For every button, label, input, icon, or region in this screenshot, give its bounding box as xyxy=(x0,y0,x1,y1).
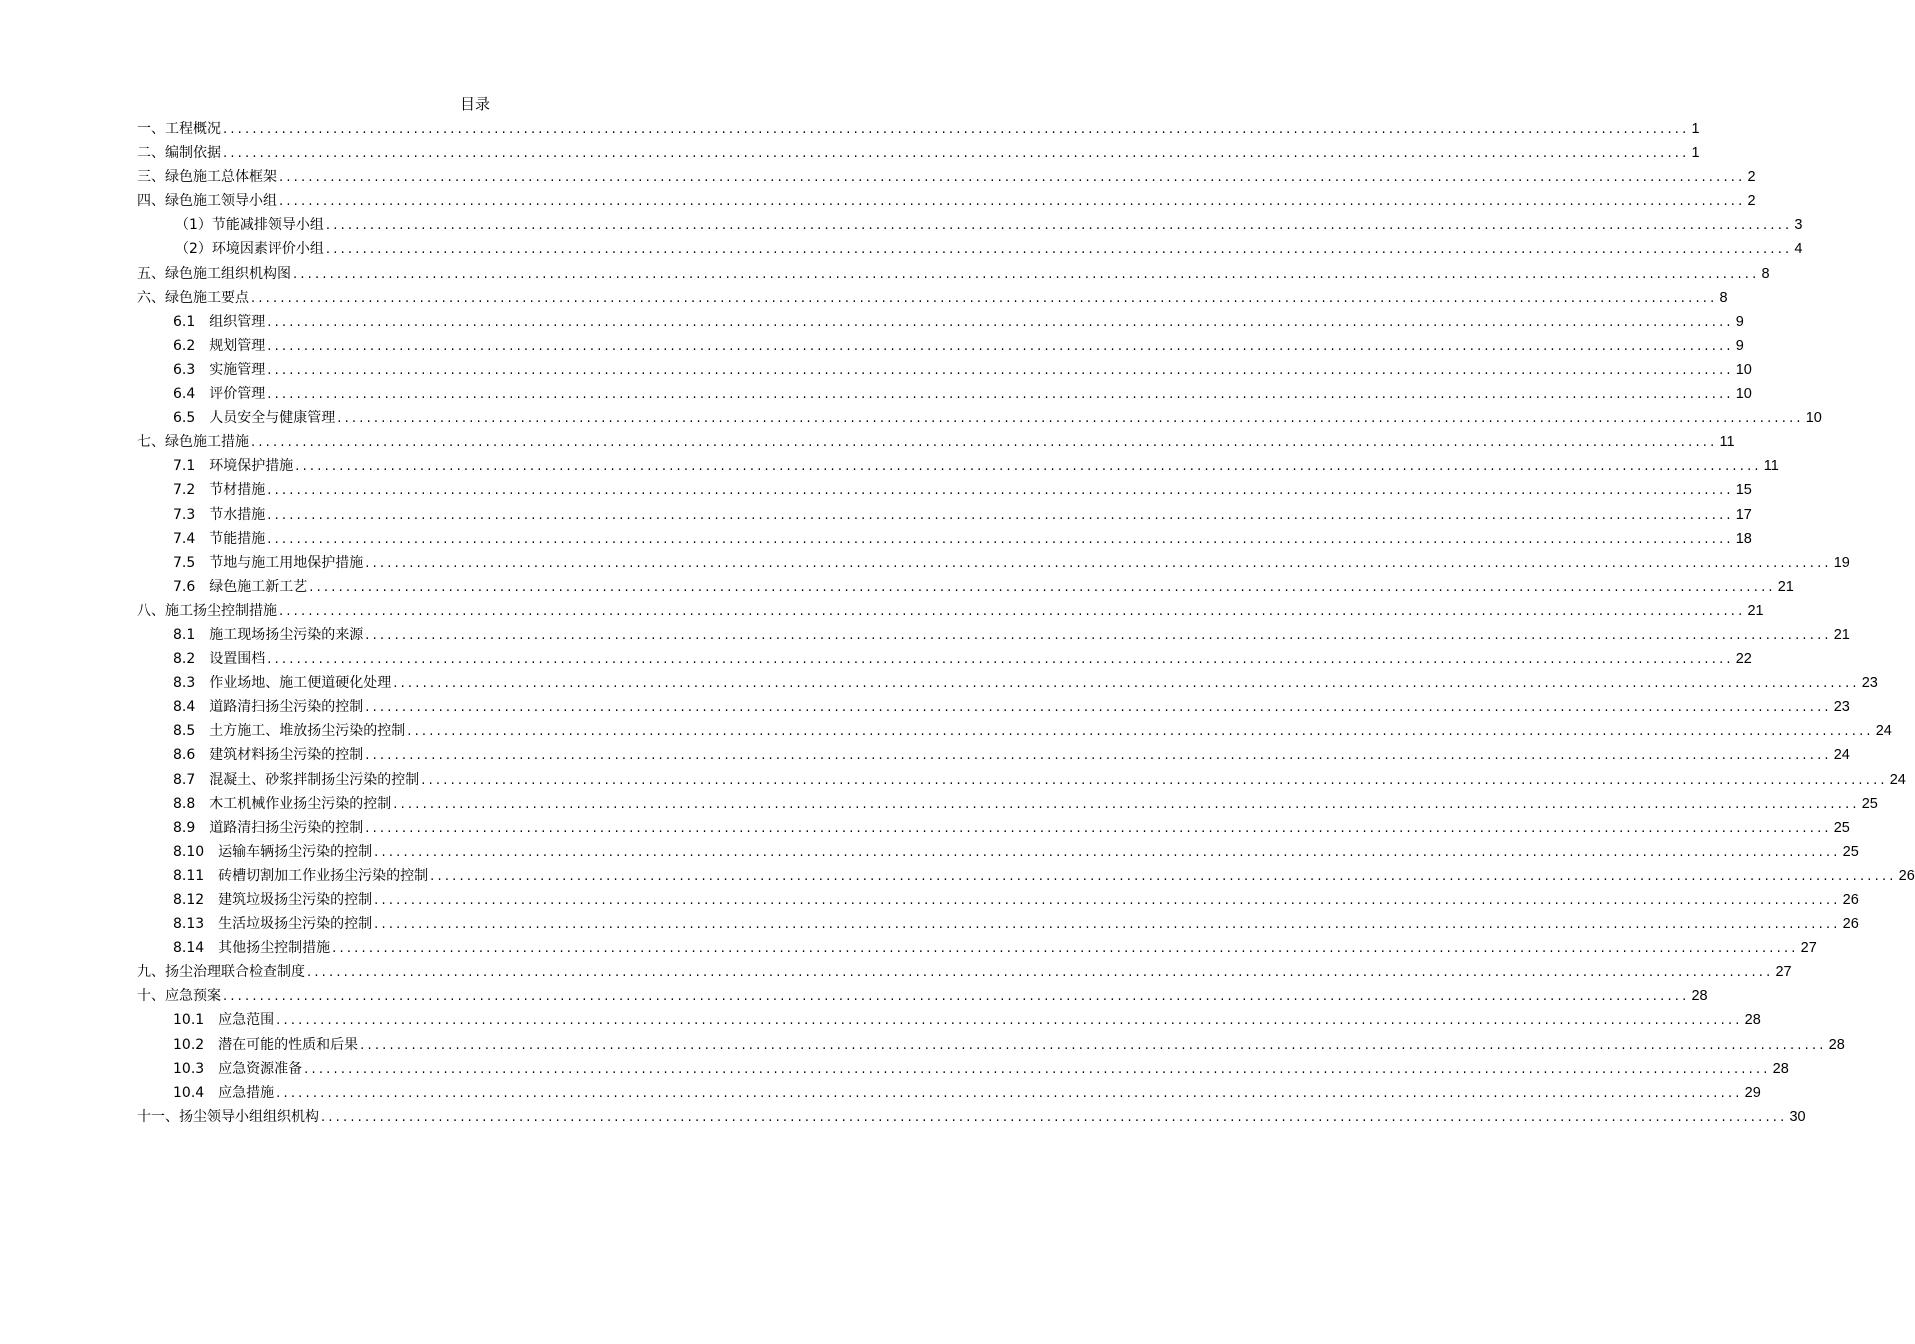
toc-entry[interactable] xyxy=(137,478,1752,502)
toc-entry-page-number: 21 xyxy=(1747,602,1764,619)
toc-entry-label: 一、工程概况 xyxy=(137,121,221,137)
toc-entry-page-number: 24 xyxy=(1875,723,1892,740)
toc-entry[interactable] xyxy=(137,695,1850,719)
toc-entry-label: 6.3 实施管理 xyxy=(173,361,266,378)
toc-entry[interactable] xyxy=(137,623,1850,647)
toc-entry-label: 10.2 潜在可能的性质和后果 xyxy=(173,1036,359,1053)
toc-entry-page-number: 24 xyxy=(1889,771,1906,788)
toc-entry-label: 十一、扬尘领导小组组织机构 xyxy=(137,1108,319,1125)
toc-entry-label: 8.2 设置围档 xyxy=(173,651,266,668)
toc-entry-page-number: 25 xyxy=(1842,843,1859,860)
toc-entry[interactable] xyxy=(137,334,1744,358)
toc-dot-leader: ........................................................................................................................................................................................................ xyxy=(293,266,1760,282)
toc-entry[interactable] xyxy=(137,262,1770,286)
toc-entry[interactable] xyxy=(137,768,1906,792)
toc-entry-page-number: 10 xyxy=(1735,361,1752,378)
toc-dot-leader: ........................................................................................................................................................................................................ xyxy=(365,555,1832,571)
toc-entry-page-number: 25 xyxy=(1861,795,1878,812)
toc-entry[interactable] xyxy=(137,647,1752,671)
toc-entry-page-number: 27 xyxy=(1800,940,1817,957)
toc-entry[interactable] xyxy=(137,1081,1761,1105)
toc-entry-page-number: 23 xyxy=(1861,675,1878,692)
toc-entry-page-number: 21 xyxy=(1777,578,1794,595)
toc-entry-page-number: 19 xyxy=(1833,554,1850,571)
toc-entry-label: 六、绿色施工要点 xyxy=(137,289,249,306)
toc-entry[interactable] xyxy=(137,551,1850,575)
toc-entry[interactable] xyxy=(137,1033,1845,1057)
toc-entry-label: 7.4 节能措施 xyxy=(173,530,266,547)
toc-entry[interactable] xyxy=(137,213,1803,237)
toc-entry[interactable] xyxy=(137,719,1892,743)
toc-entry-page-number: 17 xyxy=(1735,506,1752,523)
toc-entry[interactable] xyxy=(137,984,1708,1008)
toc-entry-label: 8.11 砖槽切割加工作业扬尘污染的控制 xyxy=(173,867,429,884)
toc-entry-label: 10.4 应急措施 xyxy=(173,1084,275,1101)
toc-entry-page-number: 9 xyxy=(1735,313,1744,330)
toc-dot-leader: ........................................................................................................................................................................................................ xyxy=(360,1037,1827,1053)
toc-entry[interactable] xyxy=(137,286,1728,310)
toc-entry[interactable] xyxy=(137,503,1752,527)
toc-entry[interactable] xyxy=(137,960,1792,984)
toc-entry-page-number: 3 xyxy=(1794,217,1803,234)
toc-entry-label: 6.2 规划管理 xyxy=(173,337,266,354)
toc-entry-label: 8.6 建筑材料扬尘污染的控制 xyxy=(173,747,364,764)
toc-dot-leader: ........................................................................................................................................................................................................ xyxy=(337,411,1804,427)
toc-entry[interactable] xyxy=(137,454,1779,478)
toc-entry-page-number: 23 xyxy=(1833,699,1850,716)
toc-entry-label: 八、施工扬尘控制措施 xyxy=(137,602,277,619)
toc-entry-label: 二、编制依据 xyxy=(137,145,221,162)
toc-entry-page-number: 26 xyxy=(1842,916,1859,933)
toc-dot-leader: ........................................................................................................................................................................................................ xyxy=(309,579,1776,595)
toc-dot-leader: ........................................................................................................................................................................................................ xyxy=(421,772,1888,788)
toc-dot-leader: ........................................................................................................................................................................................................ xyxy=(325,218,1793,234)
toc-entry-label: 10.3 应急资源准备 xyxy=(173,1060,303,1077)
toc-entry-label: （2）环境因素评价小组 xyxy=(175,241,324,258)
toc-entry[interactable] xyxy=(137,792,1878,816)
toc-entry-label: 8.3 作业场地、施工便道硬化处理 xyxy=(173,675,392,692)
toc-dot-leader: ........................................................................................................................................................................................................ xyxy=(325,242,1793,258)
toc-entry-label: （1）节能减排领导小组 xyxy=(175,217,324,234)
toc-entry-label: 七、绿色施工措施 xyxy=(137,434,249,451)
toc-entry-page-number: 2 xyxy=(1747,169,1756,186)
toc-entry[interactable] xyxy=(137,840,1859,864)
toc-dot-leader: ........................................................................................................................................................................................................ xyxy=(267,314,1734,330)
toc-title: 目录 xyxy=(459,95,490,113)
toc-entry-page-number: 9 xyxy=(1735,337,1744,354)
toc-dot-leader: ........................................................................................................................................................................................................ xyxy=(279,603,1746,619)
toc-dot-leader: ........................................................................................................................................................................................................ xyxy=(407,724,1874,740)
toc-dot-leader: ........................................................................................................................................................................................................ xyxy=(223,122,1690,137)
toc-entry-page-number: 28 xyxy=(1691,988,1708,1005)
toc-entry[interactable] xyxy=(137,936,1817,960)
toc-entry-page-number: 2 xyxy=(1747,193,1756,210)
toc-dot-leader: ........................................................................................................................................................................................................ xyxy=(430,868,1897,884)
toc-entry-label: 6.1 组织管理 xyxy=(173,313,266,330)
toc-entry-label: 8.14 其他扬尘控制措施 xyxy=(173,940,331,957)
toc-entry-page-number: 26 xyxy=(1842,892,1859,908)
toc-entry-page-number: 11 xyxy=(1719,434,1735,451)
toc-entry-page-number: 24 xyxy=(1833,747,1850,764)
toc-entry-label: 6.5 人员安全与健康管理 xyxy=(173,410,336,427)
toc-entry-page-number: 1 xyxy=(1691,145,1700,162)
toc-dot-leader: ........................................................................................................................................................................................................ xyxy=(332,941,1799,957)
toc-entry-label: 8.8 木工机械作业扬尘污染的控制 xyxy=(173,795,392,812)
toc-dot-leader: ........................................................................................................................................................................................................ xyxy=(365,627,1832,643)
toc-dot-leader: ........................................................................................................................................................................................................ xyxy=(393,676,1860,692)
toc-dot-leader: ........................................................................................................................................................................................................ xyxy=(267,362,1734,378)
toc-entry-label: 8.5 土方施工、堆放扬尘污染的控制 xyxy=(173,723,406,740)
toc-entry-page-number: 10 xyxy=(1805,410,1822,427)
toc-entry-page-number: 1 xyxy=(1691,121,1700,137)
toc-entry[interactable] xyxy=(137,1008,1761,1032)
toc-dot-leader: ........................................................................................................................................................................................................ xyxy=(267,531,1734,547)
toc-dot-leader: ........................................................................................................................................................................................................ xyxy=(393,796,1860,812)
toc-entry-label: 五、绿色施工组织机构图 xyxy=(137,265,291,282)
toc-entry[interactable] xyxy=(137,430,1735,454)
toc-entry-page-number: 28 xyxy=(1744,1012,1761,1029)
toc-entry-label: 8.4 道路清扫扬尘污染的控制 xyxy=(173,699,364,716)
toc-entry-label: 7.6 绿色施工新工艺 xyxy=(173,578,308,595)
toc-entry[interactable] xyxy=(137,189,1756,213)
toc-entry-label: 7.2 节材措施 xyxy=(173,482,266,499)
toc-dot-leader: ........................................................................................................................................................................................................ xyxy=(251,435,1718,451)
toc-entry-page-number: 27 xyxy=(1775,964,1792,981)
toc-entry-page-number: 15 xyxy=(1735,482,1752,499)
toc-entry[interactable] xyxy=(137,888,1859,912)
toc-entry[interactable] xyxy=(137,816,1850,840)
toc-entry-page-number: 8 xyxy=(1761,265,1770,282)
toc-dot-leader: ........................................................................................................................................................................................................ xyxy=(365,700,1832,716)
toc-entry-label: 8.9 道路清扫扬尘污染的控制 xyxy=(173,819,364,836)
toc-entry-label: 8.13 生活垃圾扬尘污染的控制 xyxy=(173,916,373,933)
toc-entry-label: 7.3 节水措施 xyxy=(173,506,266,523)
toc-entry-page-number: 26 xyxy=(1898,867,1915,884)
toc-dot-leader: ........................................................................................................................................................................................................ xyxy=(251,290,1718,306)
toc-dot-leader: ........................................................................................................................................................................................................ xyxy=(374,917,1841,933)
toc-entry-label: 十、应急预案 xyxy=(137,988,221,1005)
toc-entry-page-number: 25 xyxy=(1833,819,1850,836)
toc-entry[interactable] xyxy=(137,599,1764,623)
toc-entry-page-number: 28 xyxy=(1828,1036,1845,1053)
toc-entry-page-number: 4 xyxy=(1794,241,1803,258)
toc-dot-leader: ........................................................................................................................................................................................................ xyxy=(223,989,1690,1005)
toc-entry-page-number: 28 xyxy=(1772,1060,1789,1077)
toc-entry-page-number: 18 xyxy=(1735,530,1752,547)
toc-entry[interactable] xyxy=(137,406,1822,430)
toc-entry-label: 8.10 运输车辆扬尘污染的控制 xyxy=(173,843,373,860)
toc-entry-label: 四、绿色施工领导小组 xyxy=(137,193,277,210)
toc-dot-leader: ........................................................................................................................................................................................................ xyxy=(267,338,1734,354)
toc-entry[interactable] xyxy=(137,671,1878,695)
toc-entry-page-number: 11 xyxy=(1763,458,1779,475)
toc-dot-leader: ........................................................................................................................................................................................................ xyxy=(295,459,1762,475)
toc-entry-label: 九、扬尘治理联合检查制度 xyxy=(137,964,305,981)
toc-entry[interactable] xyxy=(137,864,1915,888)
toc-entry-page-number: 29 xyxy=(1744,1084,1761,1101)
toc-dot-leader: ........................................................................................................................................................................................................ xyxy=(267,652,1734,668)
toc-dot-leader: ........................................................................................................................................................................................................ xyxy=(304,1061,1771,1077)
toc-entry[interactable] xyxy=(137,743,1850,767)
toc-dot-leader: ........................................................................................................................................................................................................ xyxy=(279,170,1746,186)
toc-entry[interactable] xyxy=(137,310,1744,334)
toc-entry[interactable] xyxy=(137,575,1794,599)
toc-dot-leader: ........................................................................................................................................................................................................ xyxy=(279,194,1746,210)
toc-dot-leader: ........................................................................................................................................................................................................ xyxy=(276,1013,1743,1029)
toc-dot-leader: ........................................................................................................................................................................................................ xyxy=(374,893,1841,908)
toc-entry[interactable] xyxy=(137,1057,1789,1081)
toc-dot-leader: ........................................................................................................................................................................................................ xyxy=(365,820,1832,836)
toc-entry-page-number: 22 xyxy=(1735,651,1752,668)
toc-entry-label: 8.1 施工现场扬尘污染的来源 xyxy=(173,626,364,643)
toc-dot-leader: ........................................................................................................................................................................................................ xyxy=(365,748,1832,764)
toc-entry-label: 7.5 节地与施工用地保护措施 xyxy=(173,554,364,571)
toc-entry[interactable] xyxy=(137,912,1859,936)
toc-dot-leader: ........................................................................................................................................................................................................ xyxy=(374,844,1841,860)
toc-dot-leader: ........................................................................................................................................................................................................ xyxy=(223,146,1690,162)
toc-entry-page-number: 30 xyxy=(1789,1108,1806,1125)
toc-entry[interactable] xyxy=(137,527,1752,551)
toc-entry[interactable] xyxy=(137,237,1803,261)
toc-entry[interactable] xyxy=(137,165,1756,189)
toc-entry-page-number: 10 xyxy=(1735,386,1752,403)
toc-entry[interactable] xyxy=(137,358,1752,382)
toc-entry-page-number: 8 xyxy=(1719,289,1728,306)
toc-dot-leader: ........................................................................................................................................................................................................ xyxy=(267,483,1734,499)
toc-entry[interactable] xyxy=(137,117,1700,141)
toc-entry[interactable] xyxy=(137,1105,1806,1129)
toc-dot-leader: ........................................................................................................................................................................................................ xyxy=(307,965,1774,981)
toc-entry-label: 6.4 评价管理 xyxy=(173,386,266,403)
toc-entry-page-number: 21 xyxy=(1833,626,1850,643)
toc-entry[interactable] xyxy=(137,141,1700,165)
toc-entry-label: 8.12 建筑垃圾扬尘污染的控制 xyxy=(173,892,373,908)
toc-entry-label: 7.1 环境保护措施 xyxy=(173,458,294,475)
toc-dot-leader: ........................................................................................................................................................................................................ xyxy=(267,507,1734,523)
toc-entry-label: 8.7 混凝土、砂浆拌制扬尘污染的控制 xyxy=(173,771,420,788)
toc-entry-label: 10.1 应急范围 xyxy=(173,1012,275,1029)
toc-entry-label: 三、绿色施工总体框架 xyxy=(137,169,277,186)
toc-dot-leader: ........................................................................................................................................................................................................ xyxy=(267,387,1734,403)
toc-dot-leader: ........................................................................................................................................................................................................ xyxy=(276,1085,1743,1101)
toc-dot-leader: ........................................................................................................................................................................................................ xyxy=(321,1109,1788,1125)
toc-entry[interactable] xyxy=(137,382,1752,406)
toc-list xyxy=(137,117,1915,1129)
